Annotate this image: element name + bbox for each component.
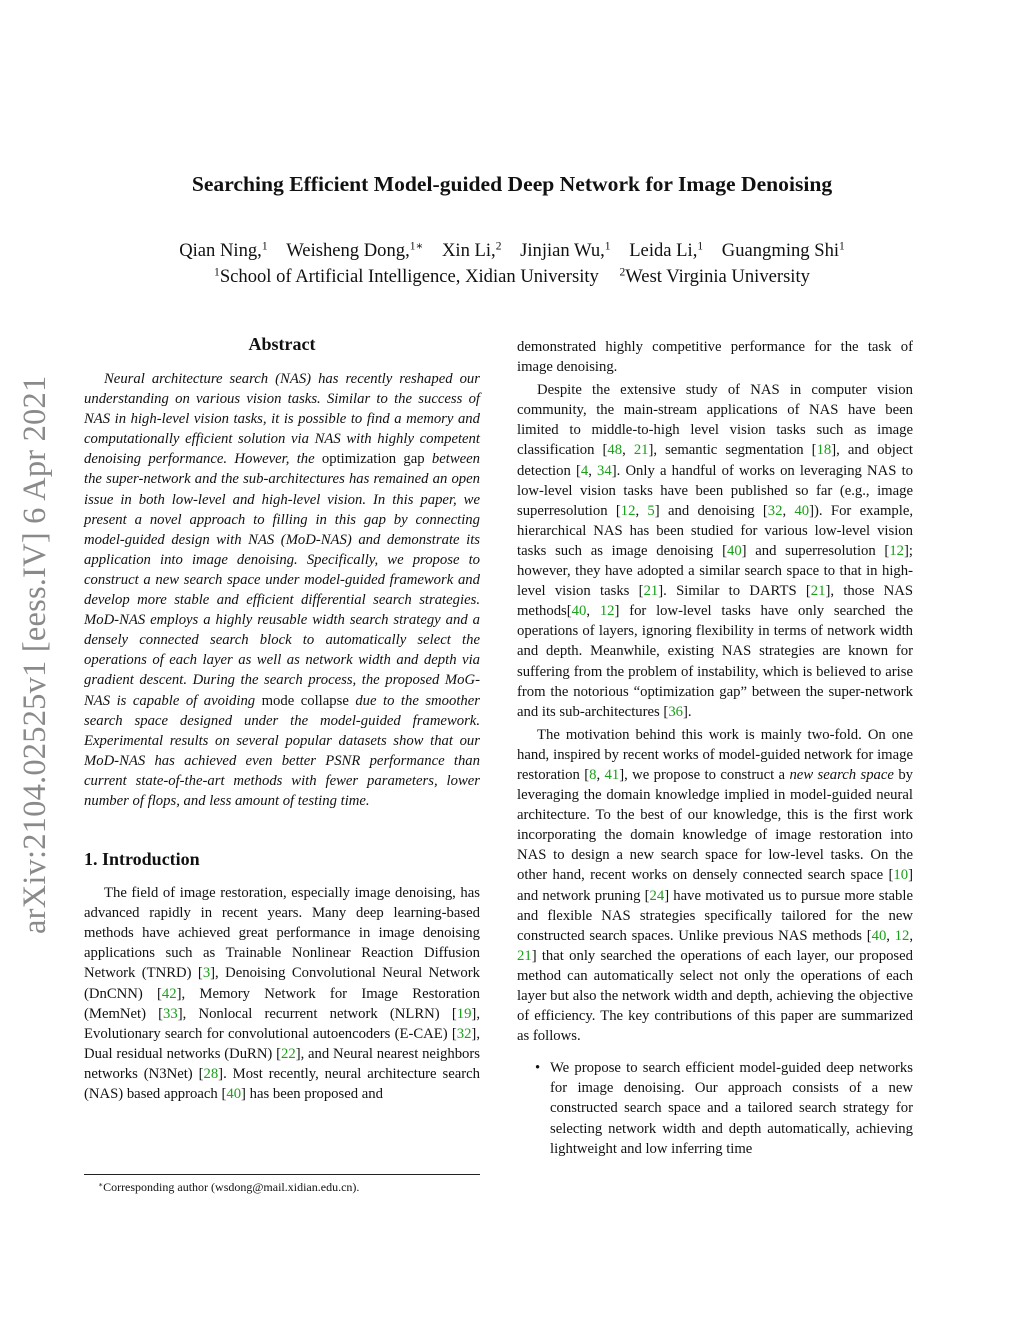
citation-link[interactable]: 5 xyxy=(647,502,655,519)
footnote-text: Corresponding author (wsdong@mail.xidian.edu.cn). xyxy=(103,1180,360,1194)
citation-link[interactable]: 34 xyxy=(597,462,612,479)
affiliation-list xyxy=(0,264,1024,290)
citation-link[interactable]: 33 xyxy=(163,1005,178,1022)
citation-link[interactable]: 21 xyxy=(643,583,659,600)
paper-title: Searching Efficient Model-guided Deep Network for Image Denoising xyxy=(191,172,833,196)
abstract-text: Neural architecture search (NAS) has recently reshaped our understanding on various vision tasks. Similar to the success of NAS in high-level vision tasks, it is possible to find a memory and computationally efficient solution via NAS with highly competent denoising performance. However, the optimization gap between the super-network and the sub-architectures has remained an open issue in both low-level and high-level vision. In this paper, we present a novel approach to filling in this gap by connecting model-guided design with NAS (MoD-NAS) and demonstrate its application into image denoising. Specifically, we propose to construct a new search space under model-guided framework and develop more stable and efficient differential search strategies. MoD-NAS employs a highly reusable width search strategy and a densely connected search block to automatically select the operations of each layer as well as network width and depth via gradient descent. During the search process, the proposed MoG-NAS is capable of avoiding mode collapse due to the smoother search space designed under the model-guided framework. Experimental results on several popular datasets show that our MoD-NAS has achieved even better PSNR performance than current state-of-the-art methods with fewer parameters, lower number of flops, and less amount of testing time. xyxy=(84,371,481,809)
emphasis: new search space xyxy=(789,766,894,783)
citation-link[interactable]: 21 xyxy=(633,442,649,459)
intro-paragraph: The motivation behind this work is mainly two-fold. On one hand, inspired by recent works of model-guided network for image restoration [8, 41], we propose to construct a new search space by leveraging the domain knowledge implied in model-guided neural architecture. To the best of our knowledge, this is the first work incorporating the domain knowledge of image restoration into NAS to design a new search space for low-level tasks. On the other hand, recent works on densely connected search space [10] and network pruning [24] have motivated us to pursue more stable and flexible NAS strategies specifically tailored for the new constructed search spaces. Unlike previous NAS methods [40, 12, 21] that only searched the operations of each layer, our proposed method can automatically select not only the operations of each layer but also the network width and depth, achieving the objective of efficiency. The key contributions of this paper are summarized as follows. xyxy=(517,726,914,1045)
author: Leida Li,$^1$ xyxy=(629,240,704,261)
citation-link[interactable]: 42 xyxy=(161,985,177,1002)
citation-link[interactable]: 8 xyxy=(589,766,597,783)
citation-link[interactable]: 32 xyxy=(456,1025,472,1042)
bullet-icon: • xyxy=(535,1060,541,1077)
citation-link[interactable]: 48 xyxy=(607,442,623,459)
list-item: • We propose to search efficient model-guided deep networks for image denoising. Our approach consists of a new constructed search space and a tailored search strategy for selecting network width and depth automatically, achieving lightweight and low inferring time xyxy=(535,1060,913,1157)
author-list xyxy=(0,238,1024,264)
citation-link[interactable]: 40 xyxy=(794,502,810,519)
intro-paragraph: The field of image restoration, especially image denoising, has advanced rapidly in recent years. Many deep learning-based methods have achieved great performance in image denoising applications such as Trainable Nonlinear Reaction Diffusion Network (TNRD) [3], Denoising Convolutional Neural Network (DnCNN) [42], Memory Network for Image Restoration (MemNet) [33], Nonlocal recurrent network (NLRN) [19], Evolutionary search for convolutional autoencoders (E-CAE) [32], Dual residual networks (DuRN) [22], and Neural nearest neighbors networks (N3Net) [28]. Most recently, neural architecture search (NAS) based approach [40] has been proposed and xyxy=(84,885,481,1102)
left-column xyxy=(84,332,480,1104)
intro-paragraph-continued: demonstrated highly competitive performance for the task of image denoising. xyxy=(517,339,913,376)
section-heading-introduction: 1. Introduction xyxy=(84,849,200,870)
affiliation: $^2$West Virginia University xyxy=(619,266,810,287)
citation-link[interactable]: 40 xyxy=(226,1086,242,1102)
citation-link[interactable]: 24 xyxy=(649,887,665,904)
citation-link[interactable]: 21 xyxy=(810,583,826,600)
citation-link[interactable]: 22 xyxy=(281,1045,296,1062)
author: Xin Li,$^2$ xyxy=(441,240,502,261)
author: Jinjian Wu,$^1$ xyxy=(520,240,611,261)
abstract-heading: Abstract xyxy=(248,334,316,354)
right-column xyxy=(517,337,913,1159)
citation-link[interactable]: 3 xyxy=(202,965,211,982)
citation-link[interactable]: 10 xyxy=(893,867,909,884)
author-block xyxy=(0,238,1024,290)
affiliation: $^1$School of Artificial Intelligence, Xidian University xyxy=(214,266,599,287)
arxiv-stamp: arXiv:2104.02525v1 [eess.IV] 6 Apr 2021 xyxy=(17,375,53,935)
citation-link[interactable]: 21 xyxy=(517,947,532,964)
footnote-mark: ∗ xyxy=(98,1179,104,1189)
author: Weisheng Dong,$^{1∗}$ xyxy=(286,240,424,261)
intro-paragraph: Despite the extensive study of NAS in computer vision community, the main-stream applications of NAS have been limited to middle-to-high level vision tasks such as image classification [48, 21], semantic segmentation [18], and object detection [4, 34]. Only a handful of works on leveraging NAS to low-level vision tasks have been published so far (e.g., image superresolution [12, 5] and denoising [32, 40]). For example, hierarchical NAS has been studied for various low-level vision tasks such as image denoising [40] and superresolution [12]; however, they have adopted a similar search space to that in high-level vision tasks [21]. Similar to DARTS [21], those NAS methods[40, 12] for low-level tasks have only searched the operations of layers, ignoring flexibility in terms of network width and depth. Meanwhile, existing NAS strategies are known for suffering from the problem of instability, which is believed to arise from the notorious “optimization gap” between the super-network and its sub-architectures [36]. xyxy=(517,382,914,720)
footnote xyxy=(84,1174,480,1195)
citation-link[interactable]: 4 xyxy=(580,462,589,479)
author: Guangming Shi$^1$ xyxy=(721,240,845,261)
citation-link[interactable]: 32 xyxy=(767,502,783,519)
citation-link[interactable]: 18 xyxy=(816,442,832,459)
author: Qian Ning,$^1$ xyxy=(179,240,268,261)
citation-link[interactable]: 28 xyxy=(203,1065,219,1082)
citation-link[interactable]: 40 xyxy=(871,927,887,944)
citation-link[interactable]: 36 xyxy=(668,703,683,720)
contribution-list xyxy=(517,1058,913,1158)
citation-link[interactable]: 41 xyxy=(604,766,620,783)
citation-link[interactable]: 12 xyxy=(620,502,636,519)
citation-link[interactable]: 12 xyxy=(894,927,910,944)
citation-link[interactable]: 12 xyxy=(599,603,615,620)
citation-link[interactable]: 40 xyxy=(571,603,587,620)
citation-link[interactable]: 12 xyxy=(889,542,905,559)
citation-link[interactable]: 19 xyxy=(456,1005,472,1022)
citation-link[interactable]: 40 xyxy=(726,542,742,559)
